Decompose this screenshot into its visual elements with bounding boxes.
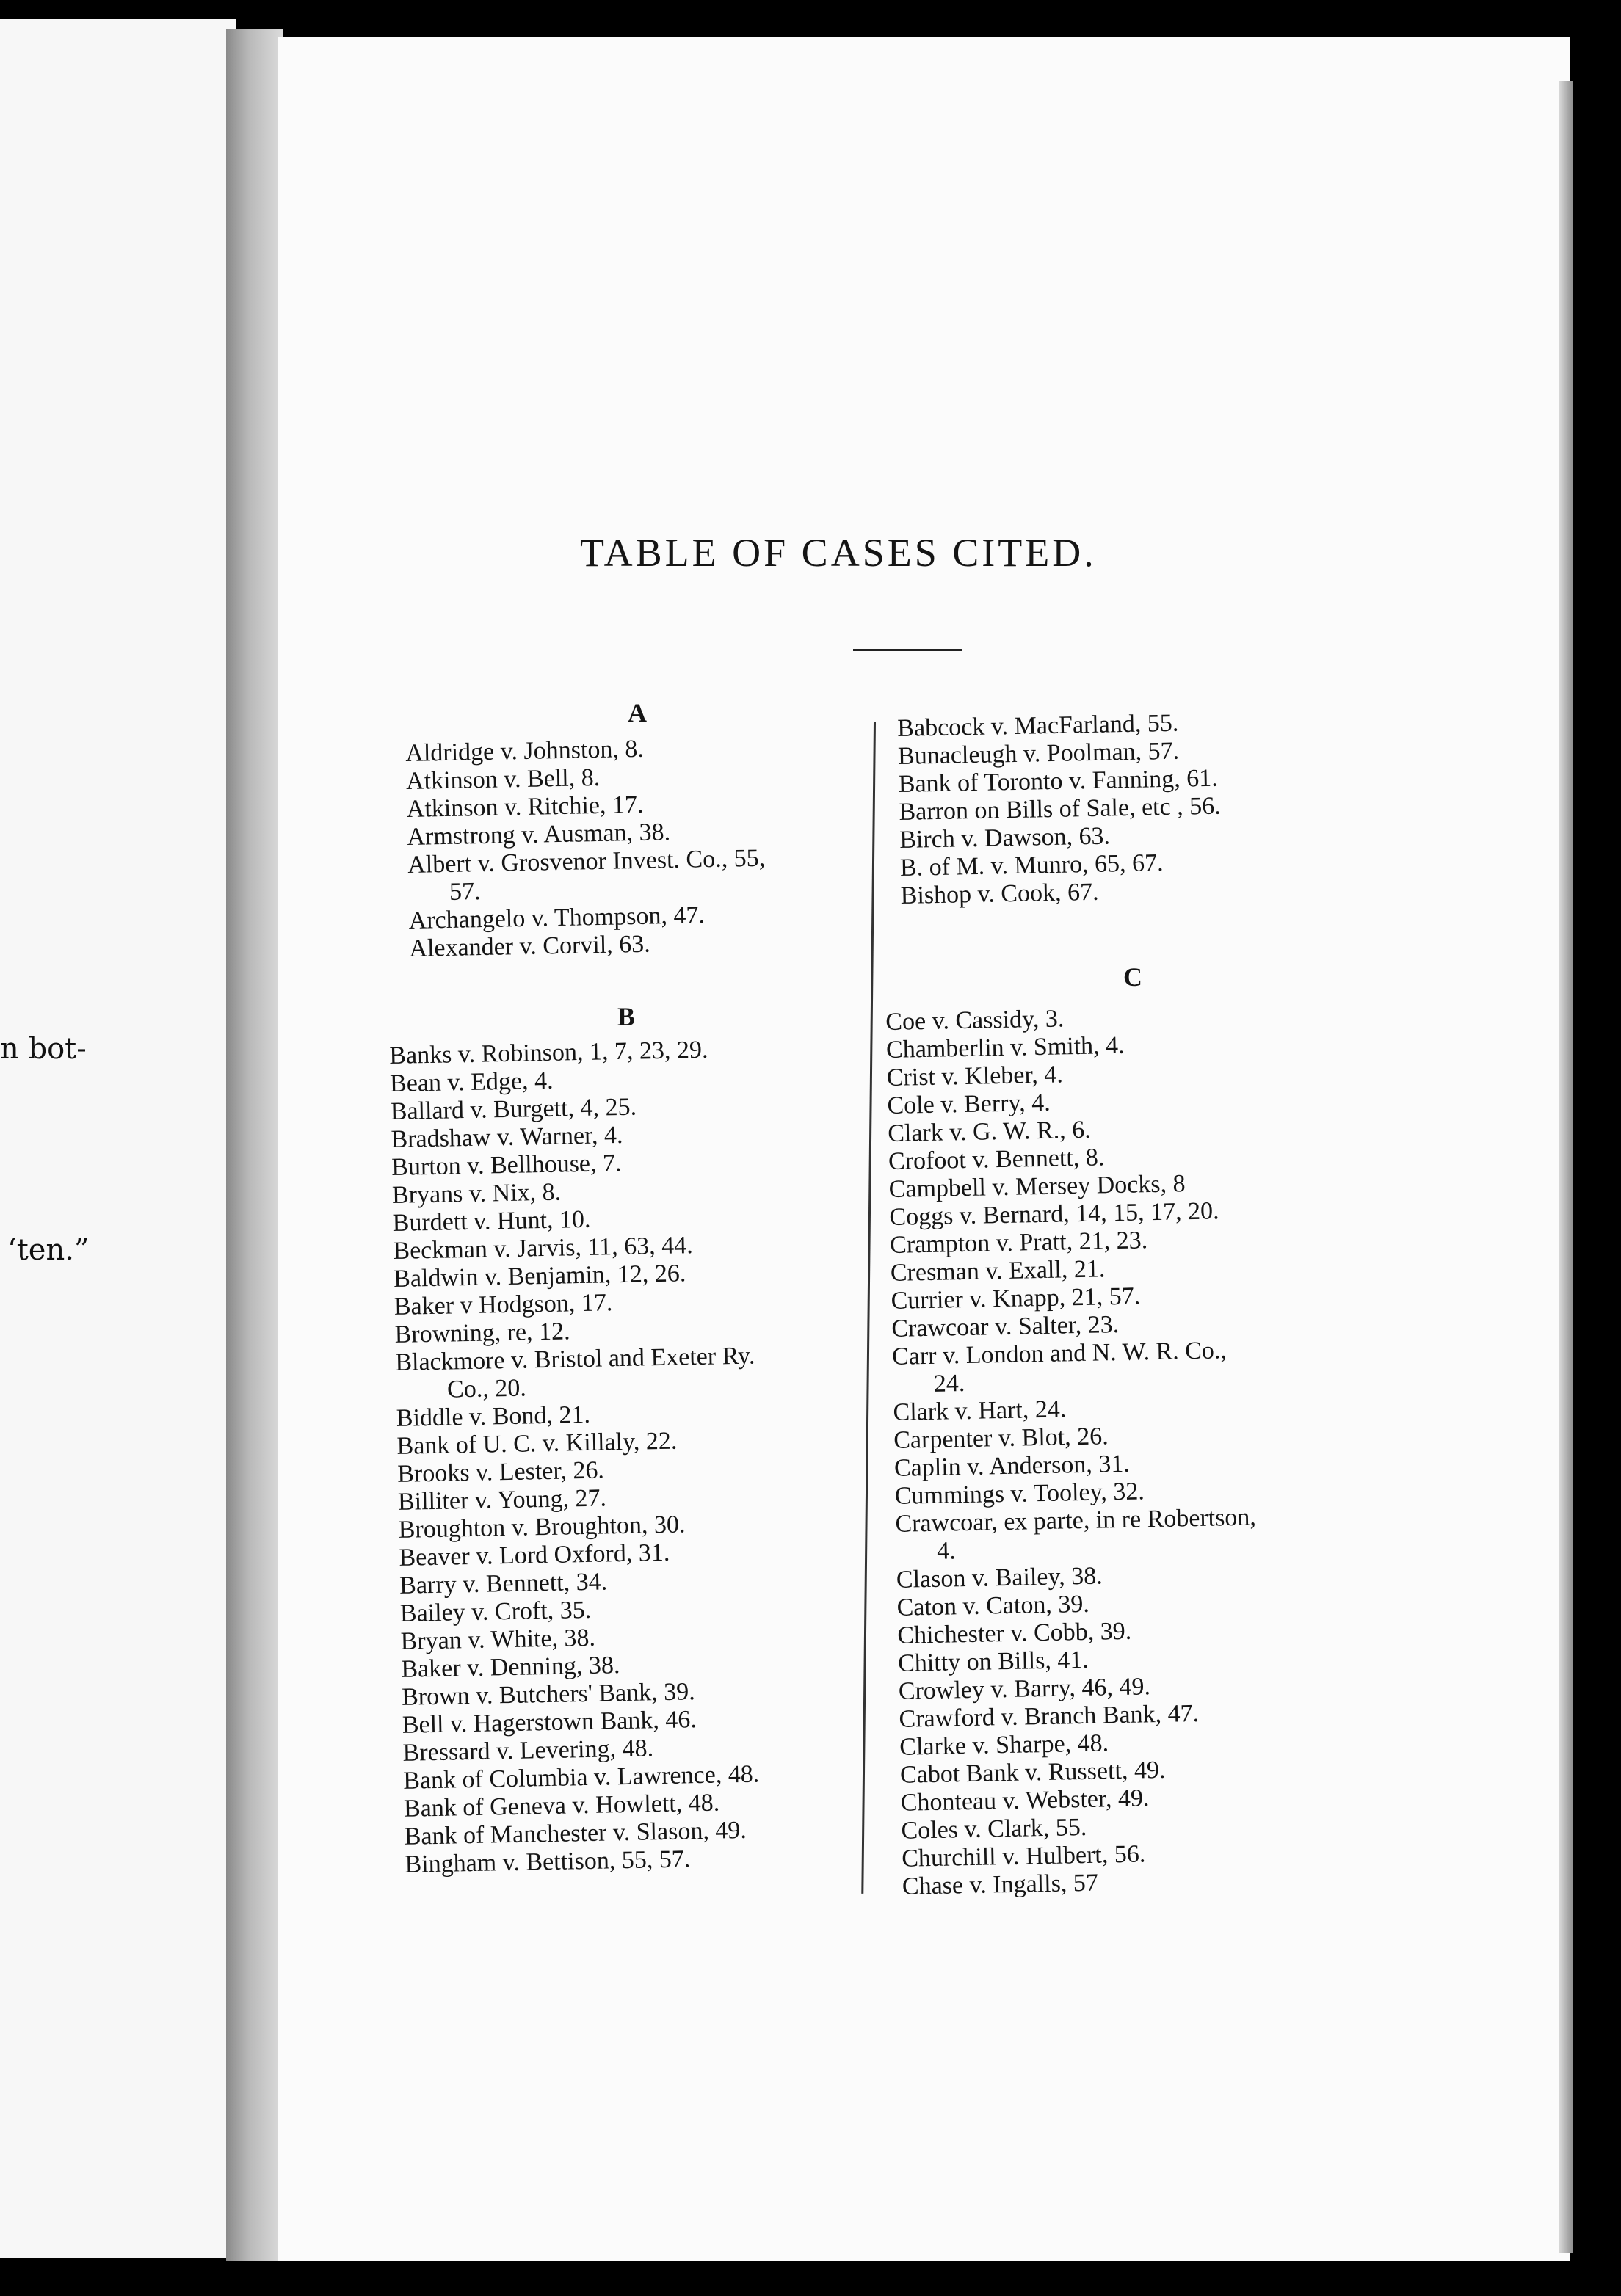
case-citation-continuation: 57. — [449, 878, 481, 906]
case-citation: Chitty on Bills, 41. — [897, 1646, 1089, 1677]
case-citation: Birch v. Dawson, 63. — [899, 822, 1111, 854]
case-citation: Atkinson v. Ritchie, 17. — [406, 791, 644, 823]
case-citation: Cole v. Berry, 4. — [887, 1089, 1051, 1119]
section-b-list — [389, 1036, 765, 1879]
case-citation: Clark v. Hart, 24. — [893, 1395, 1067, 1426]
case-citation-continuation: 24. — [933, 1370, 965, 1398]
section-letter-a: A — [628, 698, 647, 727]
case-citation: Barron on Bills of Sale, etc , 56. — [899, 792, 1221, 826]
case-citation: Billiter v. Young, 27. — [397, 1484, 607, 1516]
case-citation: Broughton v. Broughton, 30. — [398, 1511, 686, 1544]
case-citation: Burdett v. Hunt, 10. — [392, 1205, 591, 1237]
case-citation: Coe v. Cassidy, 3. — [885, 1005, 1065, 1036]
case-citation: Crampton v. Pratt, 21, 23. — [889, 1227, 1148, 1259]
left-page-fragment: n bot- — [0, 1032, 87, 1066]
case-citation: Bingham v. Bettison, 55, 57. — [405, 1845, 691, 1878]
case-citation: Churchill v. Hulbert, 56. — [901, 1840, 1146, 1872]
case-citation: Crawcoar, ex parte, in re Robertson, — [895, 1503, 1257, 1538]
case-citation: Archangelo v. Thompson, 47. — [408, 901, 706, 934]
case-citation: Bank of Manchester v. Slason, 49. — [404, 1816, 747, 1850]
case-entry — [395, 1343, 755, 1405]
case-citation: B. of M. v. Munro, 65, 67. — [899, 849, 1164, 882]
case-entry — [895, 1503, 1257, 1566]
case-citation: Caton v. Caton, 39. — [896, 1590, 1090, 1621]
case-citation: Browning, re, 12. — [394, 1318, 570, 1348]
case-citation: Bradshaw v. Warner, 4. — [391, 1121, 623, 1153]
case-citation: Baker v Hodgson, 17. — [394, 1289, 613, 1320]
case-citation: Beaver v. Lord Oxford, 31. — [399, 1538, 670, 1572]
case-citation: Bishop v. Cook, 67. — [900, 878, 1099, 909]
case-citation: Baker v. Denning, 38. — [401, 1652, 620, 1683]
case-entry — [892, 1336, 1254, 1398]
case-citation: Bryan v. White, 38. — [400, 1624, 596, 1655]
case-citation: Crowley v. Barry, 46, 49. — [898, 1673, 1151, 1705]
case-citation: Currier v. Knapp, 21, 57. — [891, 1282, 1141, 1315]
case-citation: Crofoot v. Bennett, 8. — [888, 1144, 1105, 1175]
book-gutter — [226, 29, 283, 2261]
case-citation: Aldridge v. Johnston, 8. — [405, 735, 645, 767]
case-citation: Alexander v. Corvil, 63. — [409, 930, 651, 962]
section-a-list — [405, 733, 767, 963]
case-citation: Campbell v. Mersey Docks, 8 — [888, 1170, 1186, 1203]
case-citation: Albert v. Grosvenor Invest. Co., 55, — [407, 844, 766, 879]
section-a-continued-list — [897, 709, 1222, 910]
case-citation: Bunacleugh v. Poolman, 57. — [897, 737, 1180, 770]
case-citation: Chase v. Ingalls, 57 — [902, 1869, 1099, 1900]
case-citation: Clason v. Bailey, 38. — [896, 1562, 1103, 1594]
case-citation: Beckman v. Jarvis, 11, 63, 44. — [393, 1232, 693, 1265]
case-citation: Crawcoar v. Salter, 23. — [891, 1310, 1120, 1343]
case-citation: Atkinson v. Bell, 8. — [405, 763, 601, 795]
title-rule — [853, 649, 962, 651]
case-citation: Cresman v. Exall, 21. — [890, 1255, 1106, 1287]
case-citation: Bank of Columbia v. Lawrence, 48. — [402, 1760, 760, 1795]
case-citation: Crist v. Kleber, 4. — [886, 1061, 1064, 1091]
section-letter-c: C — [1123, 962, 1142, 992]
case-citation: Crawford v. Branch Bank, 47. — [899, 1699, 1200, 1733]
case-citation: Burton v. Bellhouse, 7. — [391, 1149, 622, 1181]
case-citation: Biddle v. Bond, 21. — [396, 1401, 591, 1432]
case-citation: Ballard v. Burgett, 4, 25. — [390, 1093, 637, 1125]
case-citation-continuation: 4. — [936, 1537, 957, 1565]
case-citation: Cummings v. Tooley, 32. — [894, 1478, 1145, 1510]
case-citation: Bailey v. Croft, 35. — [399, 1596, 592, 1627]
case-citation: Blackmore v. Bristol and Exeter Ry. — [395, 1342, 755, 1376]
case-citation: Coles v. Clark, 55. — [901, 1813, 1087, 1845]
case-citation-continuation: Co., 20. — [446, 1374, 527, 1403]
case-citation: Babcock v. MacFarland, 55. — [897, 709, 1179, 742]
case-citation: Bank of U. C. v. Killaly, 22. — [396, 1427, 678, 1460]
case-citation: Coggs v. Bernard, 14, 15, 17, 20. — [889, 1197, 1219, 1231]
left-page-fragment: ‘ten.” — [7, 1233, 90, 1267]
case-citation: Banks v. Robinson, 1, 7, 23, 29. — [389, 1036, 708, 1069]
case-citation: Bank of Toronto v. Fanning, 61. — [898, 764, 1218, 798]
case-citation: Cabot Bank v. Russett, 49. — [899, 1756, 1166, 1789]
case-citation: Chichester v. Cobb, 39. — [897, 1617, 1132, 1649]
section-c-list — [885, 1002, 1263, 1901]
left-facing-page — [0, 19, 236, 2258]
case-citation: Armstrong v. Ausman, 38. — [407, 818, 671, 851]
case-citation: Barry v. Bennett, 34. — [399, 1568, 608, 1599]
case-citation: Baldwin v. Benjamin, 12, 26. — [393, 1260, 686, 1293]
section-letter-b: B — [617, 1002, 636, 1031]
page-title: TABLE OF CASES CITED. — [580, 531, 1097, 575]
case-citation: Bryans v. Nix, 8. — [391, 1178, 562, 1209]
case-citation: Bank of Geneva v. Howlett, 48. — [403, 1789, 720, 1823]
case-citation: Bean v. Edge, 4. — [389, 1067, 554, 1097]
case-citation: Clarke v. Sharpe, 48. — [899, 1729, 1109, 1761]
case-citation: Carr v. London and N. W. R. Co., — [891, 1337, 1227, 1370]
case-citation: Clark v. G. W. R., 6. — [887, 1116, 1091, 1147]
case-entry — [407, 845, 766, 907]
page-edge — [1559, 81, 1573, 2253]
case-citation: Caplin v. Anderson, 31. — [893, 1450, 1131, 1482]
case-citation: Brown v. Butchers' Bank, 39. — [401, 1678, 696, 1711]
case-citation: Chamberlin v. Smith, 4. — [885, 1031, 1125, 1064]
case-citation: Chonteau v. Webster, 49. — [900, 1784, 1150, 1817]
case-citation: Bressard v. Levering, 48. — [402, 1734, 654, 1767]
case-citation: Brooks v. Lester, 26. — [396, 1456, 605, 1488]
case-citation: Carpenter v. Blot, 26. — [893, 1423, 1109, 1454]
case-citation: Bell v. Hagerstown Bank, 46. — [402, 1706, 697, 1739]
